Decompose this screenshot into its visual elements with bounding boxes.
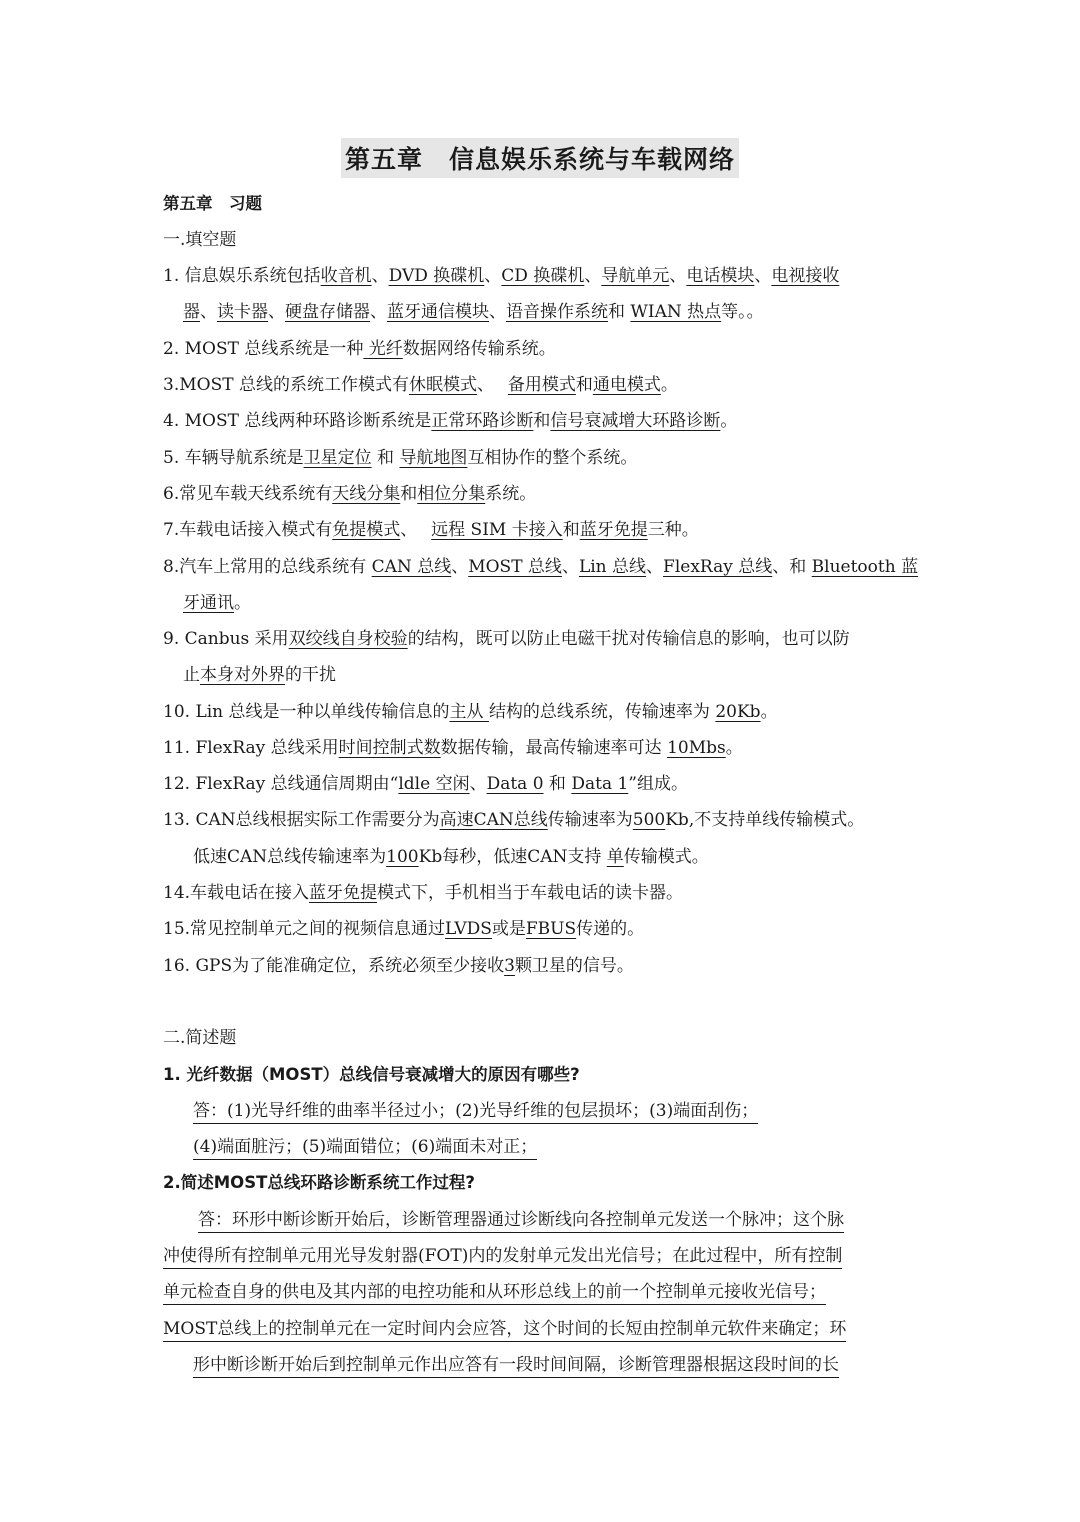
answer-blank: LVDS [445,919,492,939]
answer-blank: 电话模块 [686,266,755,286]
answer-blank: 答：环形中断诊断开始后，诊断管理器通过诊断线向各控制单元发送一个脉冲；这个脉 [198,1210,844,1233]
answer-blank: 3 [504,956,515,976]
text-fragment: 5. 车辆导航系统是 [163,448,304,468]
text-fragment: 和 [533,411,551,431]
text-fragment: 、 [200,302,217,322]
answer-blank: 卫星定位 [303,448,372,468]
answer-blank: 双绞线自身校验 [288,629,408,649]
text-fragment: 14.车载电话在接入 [163,883,310,903]
answer-blank: 天线分集 [332,484,401,504]
answer-blank: (4)端面脏污；(5)端面错位；(6)端面未对正； [193,1137,537,1160]
short-answer-2-line-4 [163,1317,846,1341]
answer-blank: 500 [632,810,666,830]
short-answer-2-line-1 [198,1208,844,1232]
text-fragment: 的干扰 [285,665,336,685]
text-fragment: 1. 信息娱乐系统包括 [163,266,321,286]
text-fragment: 8.汽车上常用的总线系统有 [163,557,372,577]
text-fragment: 3.MOST 总线的系统工作模式有 [163,375,409,395]
text-fragment: 颗卫星的信号。 [514,956,634,976]
text-fragment: 和 [400,484,418,504]
question-2 [163,337,556,361]
text-fragment: 、和 [772,557,812,577]
text-fragment: 、 [646,557,664,577]
answer-blank: 答：(1)光导纤维的曲率半径过小；(2)光导纤维的包层损坏；(3)端面刮伤； [193,1101,758,1124]
question-3 [163,373,678,397]
answer-blank: MOST 总线 [468,557,562,577]
answer-blank: 单元检查自身的供电及其内部的电控功能和从环形总线上的前一个控制单元接收光信号； [163,1282,826,1305]
text-fragment: 数据网络传输系统。 [402,339,556,359]
text-fragment: 2. MOST 总线系统是一种 [163,339,364,359]
answer-blank: 10Mbs [667,738,726,758]
question-9-line-1 [163,627,850,651]
short-answer-1-line-2 [193,1135,537,1159]
answer-blank: 读卡器 [217,302,268,322]
short-answer-2-line-3 [163,1280,826,1304]
answer-blank: 光纤 [363,339,403,359]
text-fragment: 和 [562,520,580,540]
answer-blank: 时间控制式数 [338,738,441,758]
text-fragment: 、 [451,557,469,577]
text-fragment: 和 [371,448,400,468]
question-9-line-2 [183,663,336,687]
answer-blank: 主从 [449,702,489,722]
answer-blank: WIAN 热点 [630,302,722,322]
question-7 [163,518,699,542]
text-fragment: 7.车载电话接入模式有 [163,520,333,540]
text-fragment: 数据传输，最高传输速率可达 [440,738,668,758]
text-fragment: 。 [720,411,738,431]
question-13-line-1 [163,808,864,832]
answer-blank: 语音操作系统 [506,302,608,322]
short-answer-1-line-1 [193,1099,758,1123]
text-fragment: 、 [561,557,579,577]
answer-blank: DVD 换碟机 [388,266,485,286]
text-fragment: 11. FlexRay 总线采用 [163,738,339,758]
text-fragment: 、 [484,266,502,286]
answer-blank: 导航地图 [399,448,468,468]
answer-blank: Bluetooth 蓝 [811,557,919,577]
answer-blank: CAN 总线 [371,557,452,577]
text-fragment: 6.常见车载天线系统有 [163,484,333,504]
text-fragment: 。 [234,593,251,613]
text-fragment: Kb,不支持单线传输模式。 [665,810,865,830]
short-question-1: 1. 光纤数据（MOST）总线信号衰减增大的原因有哪些? [163,1065,580,1084]
answer-blank: 远程 SIM 卡接入 [431,520,563,540]
answer-blank: 休眠模式 [408,375,477,395]
text-fragment: 传递的。 [576,919,645,939]
text-fragment: 。 [725,738,743,758]
text-fragment: 或是 [491,919,526,939]
question-16 [163,954,634,978]
short-question-2: 2.简述MOST总线环路诊断系统工作过程? [163,1173,475,1192]
text-fragment: 三种。 [647,520,699,540]
answer-blank: Lin 总线 [578,557,647,577]
answer-blank: Data 1 [571,774,629,794]
question-12 [163,772,688,796]
short-answer-2-line-2 [163,1244,842,1268]
text-fragment: 。 [760,702,778,722]
text-fragment: 10. Lin 总线是一种以单线传输信息的 [163,702,450,722]
text-fragment: 、 [268,302,285,322]
answer-blank: 信号衰减增大环路诊断 [550,411,721,431]
text-fragment: 结构的总线系统，传输速率为 [488,702,716,722]
text-fragment: 模式下，手机相当于车载电话的读卡器。 [377,883,684,903]
answer-blank: 蓝牙免提 [579,520,648,540]
answer-blank: 100 [386,847,419,867]
text-fragment: 等。。 [721,302,764,322]
answer-blank: ldle 空闲 [398,774,470,794]
answer-blank: FlexRay 总线 [663,557,773,577]
answer-blank: 20Kb [715,702,761,722]
answer-blank: 冲使得所有控制单元用光导发射器(FOT)内的发射单元发出光信号；在此过程中，所有控制 [163,1246,842,1269]
text-fragment: 低速CAN总线传输速率为 [193,847,387,867]
question-1-line-1 [163,264,839,288]
question-8-line-1 [163,555,918,579]
text-fragment: 系统。 [485,484,537,504]
answer-blank: 免提模式 [332,520,401,540]
answer-blank: 蓝牙免提 [309,883,378,903]
answer-blank: 收音机 [320,266,372,286]
chapter-title: 第五章 信息娱乐系统与车载网络 [0,138,1080,178]
answer-blank: 正常环路诊断 [431,411,534,431]
answer-blank: 形中断诊断开始后到控制单元作出应答有一段时间间隔，诊断管理器根据这段时间的长 [193,1355,839,1378]
answer-blank: 单 [606,847,624,867]
text-fragment: 、 [489,302,506,322]
answer-blank: 通电模式 [592,375,661,395]
text-fragment: 4. MOST 总线两种环路诊断系统是 [163,411,432,431]
answer-blank: 器 [183,302,200,322]
answer-blank: 导航单元 [601,266,670,286]
question-11 [163,736,743,760]
text-fragment: 。 [660,375,678,395]
text-fragment: 、 [469,774,487,794]
answer-blank: 牙通讯 [183,593,234,613]
text-fragment: 和 [575,375,593,395]
text-fragment: 、 [476,375,508,395]
text-fragment: 和 [543,774,572,794]
section-short-answer: 二.简述题 [163,1028,237,1048]
text-fragment: 12. FlexRay 总线通信周期由“ [163,774,399,794]
answer-blank: MOST总线上的控制单元在一定时间内会应答，这个时间的长短由控制单元软件来确定；环 [163,1319,846,1342]
question-4 [163,409,737,433]
answer-blank: 高速CAN总线 [439,810,548,830]
text-fragment: 传输模式。 [623,847,709,867]
answer-blank: FBUS [525,919,577,939]
answer-blank: 本身对外界 [200,665,285,685]
exercise-heading: 第五章 习题 [163,194,262,213]
question-15 [163,917,644,941]
text-fragment: 9. Canbus 采用 [163,629,289,649]
question-10 [163,700,778,724]
answer-blank: CD 换碟机 [501,266,585,286]
question-5 [163,446,637,470]
text-fragment: 和 [608,302,631,322]
text-fragment: 16. GPS为了能准确定位，系统必须至少接收 [163,956,505,976]
text-fragment: 传输速率为 [547,810,633,830]
text-fragment: ”组成。 [628,774,688,794]
text-fragment: 互相协作的整个系统。 [467,448,638,468]
section-fill-blank: 一.填空题 [163,230,237,250]
text-fragment: 、 [669,266,687,286]
question-13-line-2 [193,845,709,869]
question-1-line-2 [183,300,764,324]
text-fragment: 13. CAN总线根据实际工作需要分为 [163,810,440,830]
text-fragment: 、 [584,266,602,286]
text-fragment: Kb每秒，低速CAN支持 [418,847,607,867]
question-8-line-2 [183,591,251,615]
answer-blank: 硬盘存储器 [285,302,370,322]
question-6 [163,482,536,506]
text-fragment: 止 [183,665,200,685]
short-answer-2-line-5 [193,1353,839,1377]
question-14 [163,881,683,905]
text-fragment: 、 [370,302,387,322]
answer-blank: 蓝牙通信模块 [387,302,489,322]
answer-blank: 备用模式 [507,375,576,395]
text-fragment: 、 [754,266,772,286]
answer-blank: 相位分集 [417,484,486,504]
answer-blank: Data 0 [486,774,544,794]
text-fragment: 、 [371,266,389,286]
text-fragment: 15.常见控制单元之间的视频信息通过 [163,919,446,939]
answer-blank: 电视接收 [771,266,840,286]
text-fragment: 的结构，既可以防止电磁干扰对传输信息的影响，也可以防 [407,629,850,649]
text-fragment: 、 [400,520,432,540]
